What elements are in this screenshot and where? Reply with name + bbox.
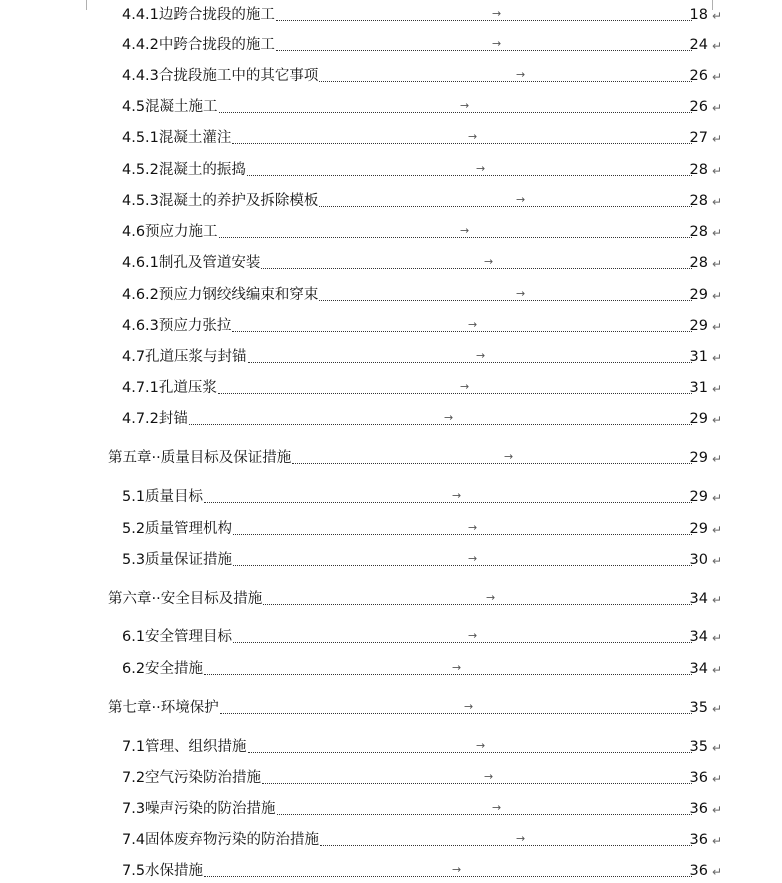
- toc-entry[interactable]: [0, 860, 782, 882]
- toc-entry-page-number: 29: [689, 521, 708, 537]
- paragraph-mark-icon: ↵: [712, 195, 723, 209]
- toc-entry-title: 7.5水保措施: [122, 863, 204, 879]
- paragraph-mark-icon: ↵: [712, 554, 723, 568]
- toc-entry-title: 7.2空气污染防治措施: [122, 770, 262, 786]
- paragraph-mark-icon: ↵: [712, 289, 723, 303]
- tab-arrow-icon: →: [492, 801, 502, 814]
- toc-entry-page-number: 36: [689, 770, 708, 786]
- toc-entry[interactable]: [0, 626, 782, 648]
- toc-leader-dots: [232, 331, 692, 332]
- toc-entry-title: 4.4.2中跨合拢段的施工: [122, 37, 275, 53]
- paragraph-mark-icon: ↵: [712, 741, 723, 755]
- paragraph-mark-icon: ↵: [712, 865, 723, 879]
- toc-entry-title: 6.1安全管理目标: [122, 629, 233, 645]
- toc-leader-dots: [320, 845, 692, 846]
- paragraph-mark-icon: ↵: [712, 164, 723, 178]
- toc-leader-dots: [204, 876, 692, 877]
- toc-entry[interactable]: [0, 767, 782, 789]
- toc-entry[interactable]: [0, 96, 782, 118]
- toc-entry[interactable]: [0, 658, 782, 680]
- toc-leader-dots: [248, 752, 692, 753]
- tab-arrow-icon: →: [460, 99, 470, 112]
- toc-entry-page-number: 28: [689, 224, 708, 240]
- tab-arrow-icon: →: [468, 552, 478, 565]
- toc-entry-page-number: 30: [689, 552, 708, 568]
- tab-arrow-icon: →: [464, 700, 474, 713]
- toc-entry[interactable]: [0, 549, 782, 571]
- toc-entry[interactable]: [0, 346, 782, 368]
- toc-entry-title: 第六章··安全目标及措施: [108, 591, 263, 607]
- toc-leader-dots: [233, 565, 692, 566]
- toc-leader-dots: [204, 502, 692, 503]
- tab-arrow-icon: →: [476, 349, 486, 362]
- tab-arrow-icon: →: [516, 832, 526, 845]
- toc-leader-dots: [319, 300, 692, 301]
- toc-entry-title: 4.4.3合拢段施工中的其它事项: [122, 68, 319, 84]
- toc-entry-page-number: 35: [689, 700, 708, 716]
- toc-leader-dots: [218, 393, 692, 394]
- toc-entry-title: 4.5.2混凝土的振捣: [122, 162, 246, 178]
- toc-entry[interactable]: [0, 190, 782, 212]
- toc-entry[interactable]: [0, 377, 782, 399]
- toc-entry[interactable]: [0, 127, 782, 149]
- toc-entry-page-number: 29: [689, 450, 708, 466]
- toc-entry-title: 7.1管理、组织措施: [122, 739, 247, 755]
- paragraph-mark-icon: ↵: [712, 320, 723, 334]
- tab-arrow-icon: →: [468, 130, 478, 143]
- toc-entry-page-number: 29: [689, 318, 708, 334]
- toc-entry[interactable]: [0, 65, 782, 87]
- toc-leader-dots: [220, 713, 692, 714]
- toc-leader-dots: [247, 175, 692, 176]
- toc-entry-title: 6.2安全措施: [122, 661, 204, 677]
- toc-entry-title: 4.5混凝土施工: [122, 99, 218, 115]
- toc-entry-page-number: 35: [689, 739, 708, 755]
- toc-entry-title: 7.3噪声污染的防治措施: [122, 801, 276, 817]
- toc-entry-page-number: 29: [689, 411, 708, 427]
- toc-entry[interactable]: [0, 736, 782, 758]
- toc-leader-dots: [261, 268, 692, 269]
- toc-leader-dots: [276, 50, 692, 51]
- paragraph-mark-icon: ↵: [712, 39, 723, 53]
- toc-entry[interactable]: [0, 252, 782, 274]
- toc-entry-title: 第五章··质量目标及保证措施: [108, 450, 292, 466]
- toc-entry[interactable]: [0, 829, 782, 851]
- tab-arrow-icon: →: [460, 380, 470, 393]
- tab-arrow-icon: →: [516, 193, 526, 206]
- toc-entry-page-number: 29: [689, 489, 708, 505]
- paragraph-mark-icon: ↵: [712, 523, 723, 537]
- toc-entry-title: 7.4固体废弃物污染的防治措施: [122, 832, 320, 848]
- toc-entry[interactable]: [0, 315, 782, 337]
- toc-entry-title: 4.4.1边跨合拢段的施工: [122, 7, 275, 23]
- tab-arrow-icon: →: [460, 224, 470, 237]
- toc-leader-dots: [277, 814, 692, 815]
- paragraph-mark-icon: ↵: [712, 803, 723, 817]
- paragraph-mark-icon: ↵: [712, 772, 723, 786]
- tab-arrow-icon: →: [516, 68, 526, 81]
- toc-entry-title: 5.1质量目标: [122, 489, 204, 505]
- toc-leader-dots: [219, 237, 692, 238]
- paragraph-mark-icon: ↵: [712, 491, 723, 505]
- toc-entry[interactable]: [0, 4, 782, 26]
- tab-arrow-icon: →: [476, 739, 486, 752]
- paragraph-mark-icon: ↵: [712, 663, 723, 677]
- toc-entry-page-number: 34: [689, 629, 708, 645]
- toc-leader-dots: [292, 463, 692, 464]
- toc-entry-page-number: 34: [689, 661, 708, 677]
- tab-arrow-icon: →: [444, 411, 454, 424]
- paragraph-mark-icon: ↵: [712, 9, 723, 23]
- tab-arrow-icon: →: [492, 37, 502, 50]
- tab-arrow-icon: →: [486, 591, 496, 604]
- toc-entry-page-number: 36: [689, 801, 708, 817]
- toc-entry-page-number: 24: [689, 37, 708, 53]
- tab-arrow-icon: →: [452, 489, 462, 502]
- tab-arrow-icon: →: [504, 450, 514, 463]
- toc-entry-title: 4.6预应力施工: [122, 224, 218, 240]
- toc-entry-title: 4.6.3预应力张拉: [122, 318, 232, 334]
- toc-entry-title: 第七章··环境保护: [108, 700, 219, 716]
- paragraph-mark-icon: ↵: [712, 834, 723, 848]
- paragraph-mark-icon: ↵: [712, 101, 723, 115]
- toc-leader-dots: [232, 143, 692, 144]
- toc-chapter-entry[interactable]: [0, 447, 782, 469]
- toc-entry-page-number: 18: [689, 7, 708, 23]
- toc-entry-page-number: 28: [689, 255, 708, 271]
- toc-leader-dots: [262, 783, 692, 784]
- paragraph-mark-icon: ↵: [712, 631, 723, 645]
- toc-leader-dots: [276, 20, 692, 21]
- paragraph-mark-icon: ↵: [712, 70, 723, 84]
- paragraph-mark-icon: ↵: [712, 257, 723, 271]
- toc-entry-page-number: 31: [689, 380, 708, 396]
- toc-entry[interactable]: [0, 408, 782, 430]
- toc-entry-page-number: 31: [689, 349, 708, 365]
- toc-entry-page-number: 26: [689, 68, 708, 84]
- toc-entry[interactable]: [0, 284, 782, 306]
- toc-entry[interactable]: [0, 486, 782, 508]
- toc-entry-title: 5.3质量保证措施: [122, 552, 233, 568]
- toc-entry-title: 4.7.2封锚: [122, 411, 188, 427]
- toc-entry[interactable]: [0, 34, 782, 56]
- toc-entry-page-number: 26: [689, 99, 708, 115]
- toc-leader-dots: [219, 112, 692, 113]
- toc-leader-dots: [319, 81, 692, 82]
- toc-entry[interactable]: [0, 518, 782, 540]
- toc-entry[interactable]: [0, 798, 782, 820]
- toc-entry-title: 4.6.1制孔及管道安装: [122, 255, 261, 271]
- tab-arrow-icon: →: [468, 629, 478, 642]
- paragraph-mark-icon: ↵: [712, 226, 723, 240]
- paragraph-mark-icon: ↵: [712, 132, 723, 146]
- tab-arrow-icon: →: [476, 162, 486, 175]
- paragraph-mark-icon: ↵: [712, 351, 723, 365]
- tab-arrow-icon: →: [468, 521, 478, 534]
- toc-leader-dots: [319, 206, 692, 207]
- paragraph-mark-icon: ↵: [712, 452, 723, 466]
- paragraph-mark-icon: ↵: [712, 593, 723, 607]
- toc-entry-page-number: 34: [689, 591, 708, 607]
- toc-entry-title: 5.2质量管理机构: [122, 521, 233, 537]
- toc-leader-dots: [263, 604, 692, 605]
- toc-entry[interactable]: [0, 159, 782, 181]
- tab-arrow-icon: →: [516, 287, 526, 300]
- toc-chapter-entry[interactable]: [0, 697, 782, 719]
- toc-entry[interactable]: [0, 221, 782, 243]
- toc-entry-page-number: 28: [689, 193, 708, 209]
- paragraph-mark-icon: ↵: [712, 382, 723, 396]
- toc-entry-page-number: 29: [689, 287, 708, 303]
- toc-entry-title: 4.5.3混凝土的养护及拆除模板: [122, 193, 319, 209]
- tab-arrow-icon: →: [484, 255, 494, 268]
- toc-entry-title: 4.7.1孔道压浆: [122, 380, 217, 396]
- toc-chapter-entry[interactable]: [0, 588, 782, 610]
- toc-entry-page-number: 28: [689, 162, 708, 178]
- tab-arrow-icon: →: [484, 770, 494, 783]
- tab-arrow-icon: →: [452, 661, 462, 674]
- tab-arrow-icon: →: [468, 318, 478, 331]
- toc-entry-page-number: 36: [689, 832, 708, 848]
- toc-entry-title: 4.5.1混凝土灌注: [122, 130, 232, 146]
- toc-leader-dots: [233, 534, 692, 535]
- toc-entry-title: 4.6.2预应力钢绞线编束和穿束: [122, 287, 319, 303]
- paragraph-mark-icon: ↵: [712, 702, 723, 716]
- toc-leader-dots: [248, 362, 692, 363]
- tab-arrow-icon: →: [452, 863, 462, 876]
- toc-leader-dots: [189, 424, 692, 425]
- toc-leader-dots: [233, 642, 692, 643]
- toc-leader-dots: [204, 674, 692, 675]
- toc-entry-page-number: 27: [689, 130, 708, 146]
- toc-entry-title: 4.7孔道压浆与封锚: [122, 349, 247, 365]
- toc-entry-page-number: 36: [689, 863, 708, 879]
- tab-arrow-icon: →: [492, 7, 502, 20]
- paragraph-mark-icon: ↵: [712, 413, 723, 427]
